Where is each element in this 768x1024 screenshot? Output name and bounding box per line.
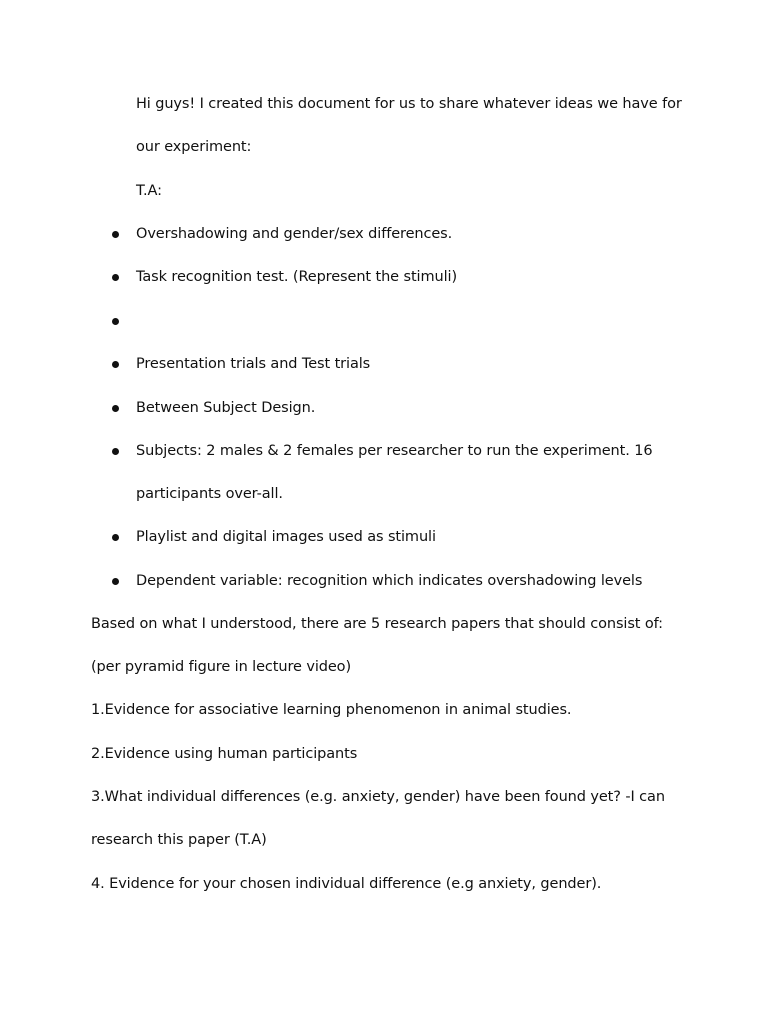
bullet-item: Task recognition test. (Represent the stimuli) — [136, 269, 458, 285]
ta-label: T.A: — [136, 183, 162, 199]
numbered-item-continuation: research this paper (T.A) — [91, 832, 267, 848]
paragraph-research-papers: Based on what I understood, there are 5 research papers that should consist of: — [91, 616, 663, 632]
bullet-marker — [112, 231, 119, 238]
bullet-marker — [112, 274, 119, 281]
bullet-item-continuation: participants over-all. — [136, 486, 283, 502]
bullet-item: Dependent variable: recognition which indicates overshadowing levels — [136, 573, 643, 589]
numbered-item: 3.What individual differences (e.g. anxiety, gender) have been found yet? -I can — [91, 789, 665, 805]
bullet-item: Overshadowing and gender/sex differences. — [136, 226, 453, 242]
intro-text-line-1: Hi guys! I created this document for us to share whatever ideas we have for — [136, 96, 682, 112]
bullet-item: Playlist and digital images used as stimuli — [136, 529, 436, 545]
intro-text-line-2: our experiment: — [136, 139, 252, 155]
bullet-marker — [112, 448, 119, 455]
bullet-marker — [112, 578, 119, 585]
bullet-marker — [112, 361, 119, 368]
numbered-item: 4. Evidence for your chosen individual difference (e.g anxiety, gender). — [91, 876, 602, 892]
numbered-item: 1.Evidence for associative learning phenomenon in animal studies. — [91, 702, 572, 718]
bullet-item: Subjects: 2 males & 2 females per researcher to run the experiment. 16 — [136, 443, 653, 459]
numbered-item: 2.Evidence using human participants — [91, 746, 358, 762]
bullet-item: Between Subject Design. — [136, 400, 316, 416]
bullet-marker — [112, 534, 119, 541]
bullet-marker — [112, 405, 119, 412]
bullet-item: Presentation trials and Test trials — [136, 356, 371, 372]
paragraph-pyramid-note: (per pyramid figure in lecture video) — [91, 659, 352, 675]
bullet-marker — [112, 318, 119, 325]
